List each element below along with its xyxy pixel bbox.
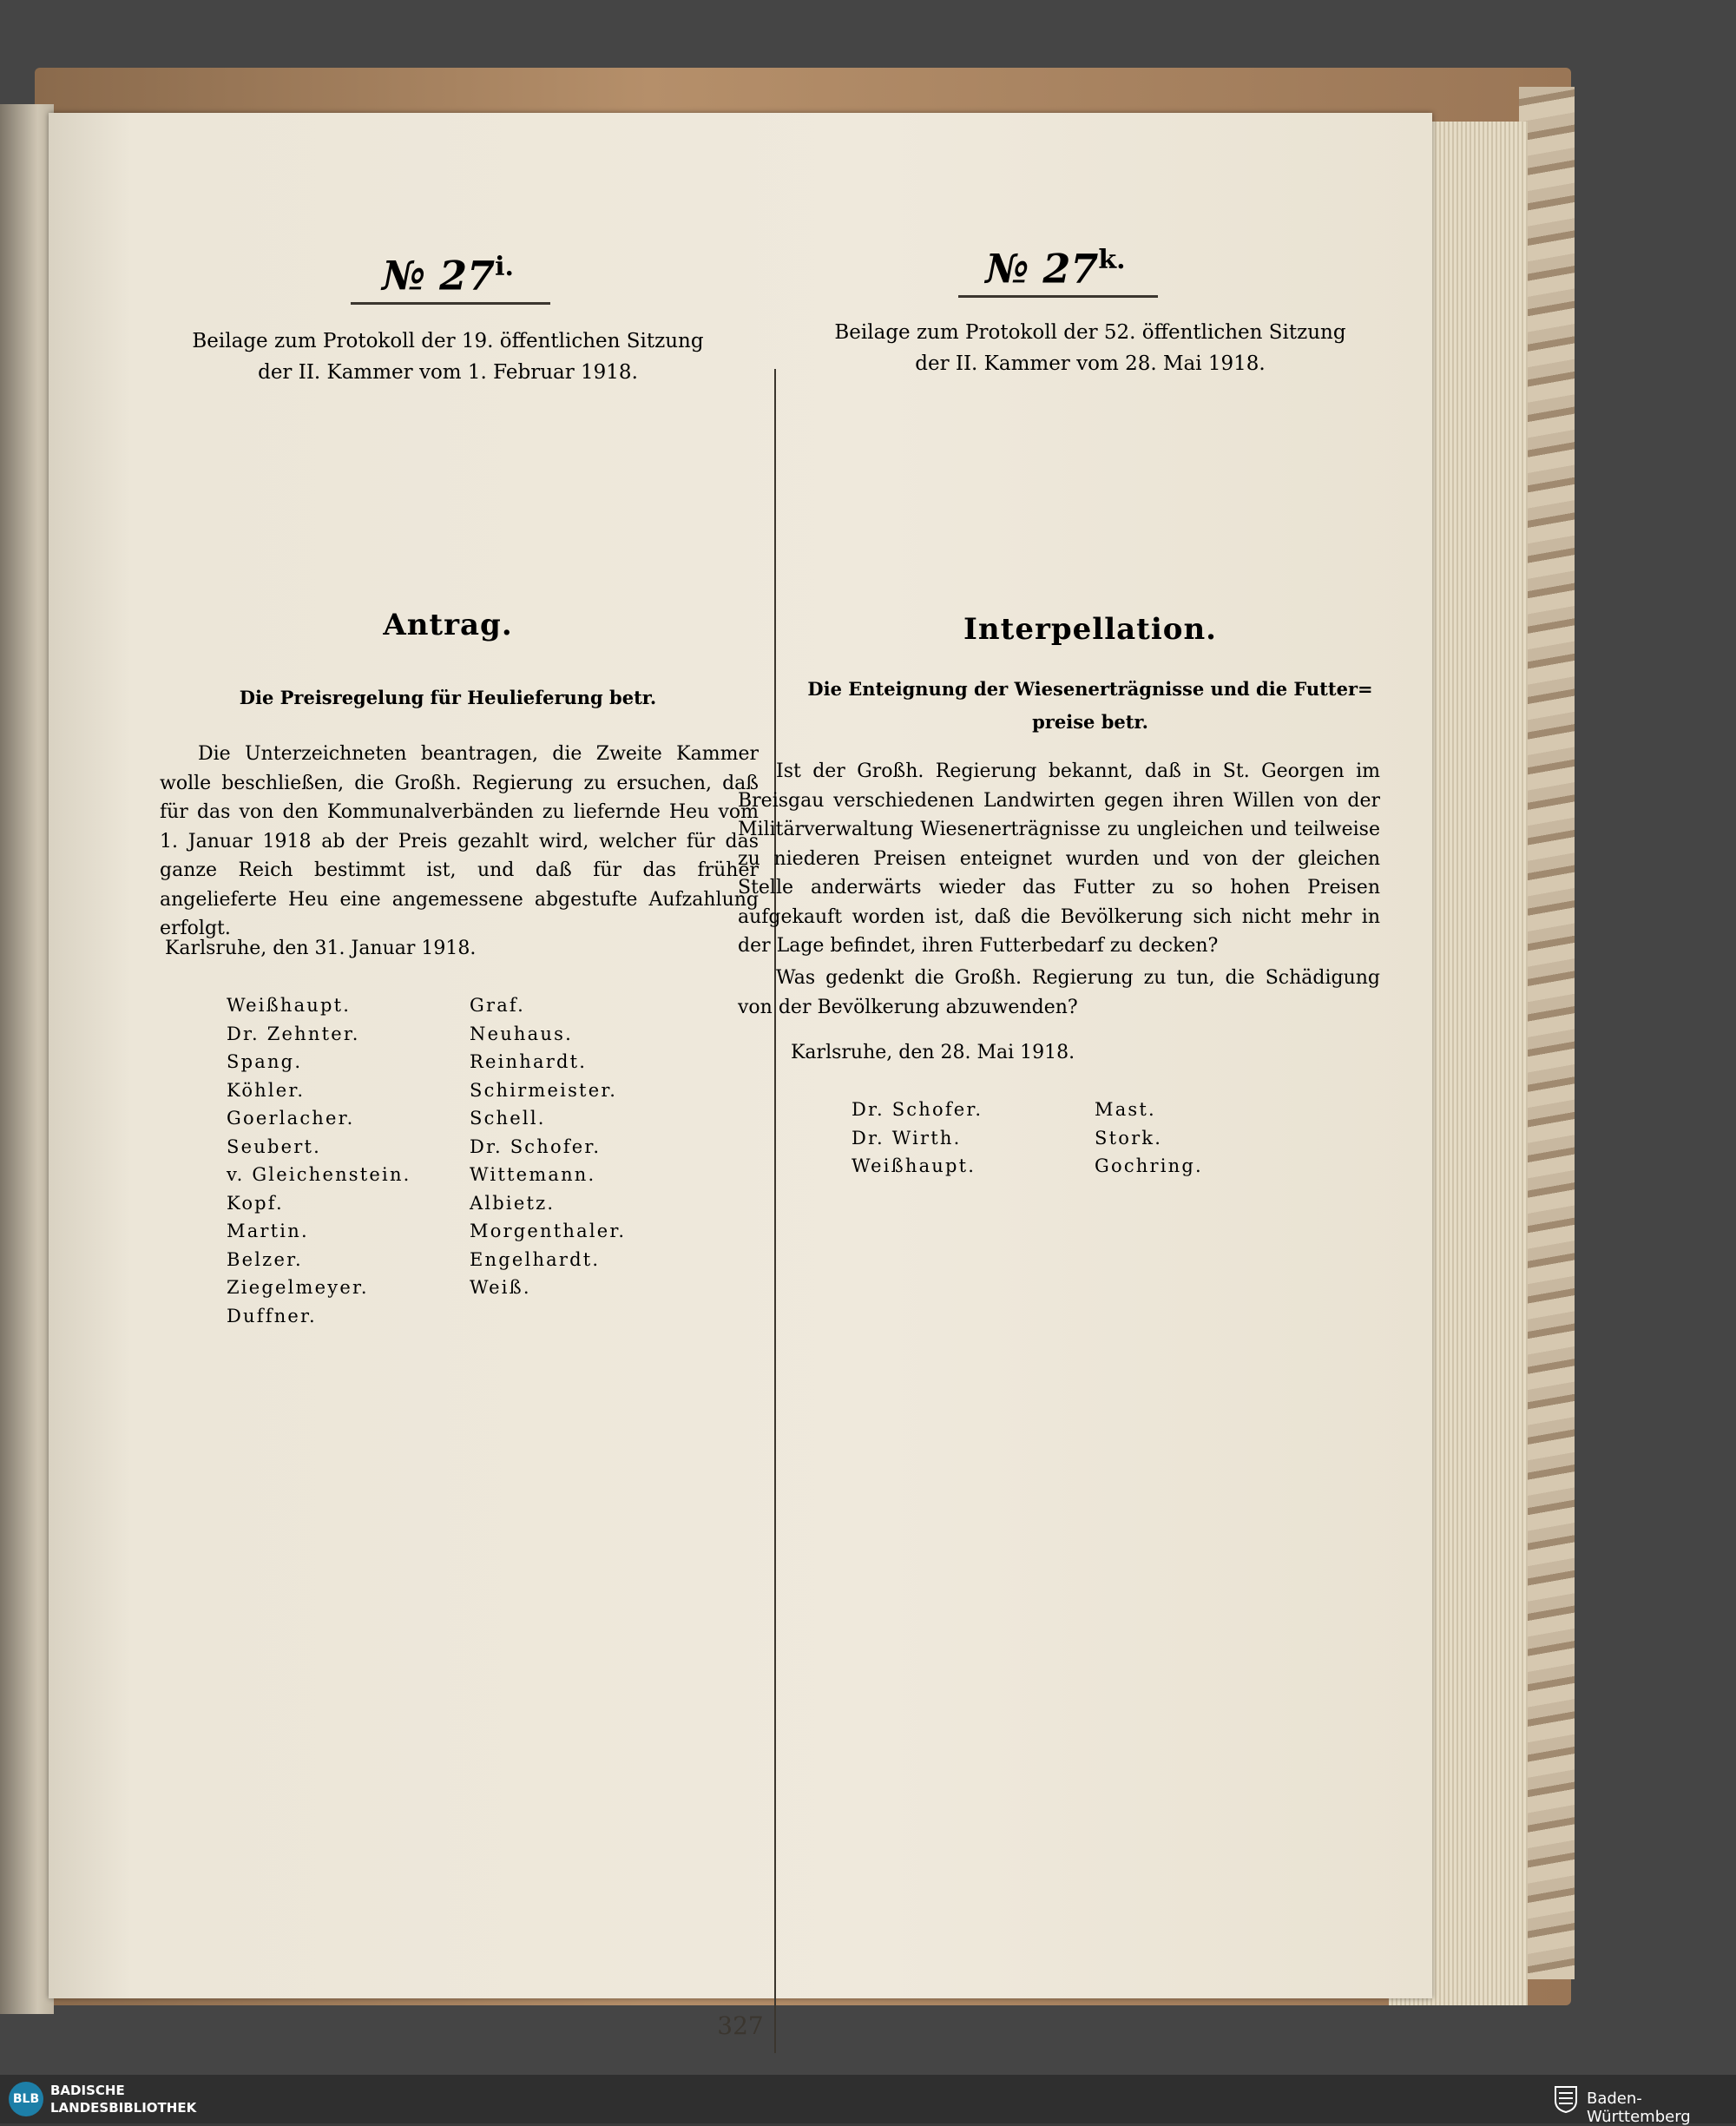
right-signatures-col1 xyxy=(852,1096,983,1181)
library-name[interactable]: BADISCHE LANDESBIBLIOTHEK xyxy=(50,2083,197,2116)
signature-name: Goerlacher. xyxy=(227,1108,355,1129)
left-body: Die Unterzeichneten beantragen, die Zweite Kammer wolle beschließen, die Großh. Regierung zu ersuchen, daß für das von den Kommunalverbänden zu liefernde Heu vom 1. Januar 1918 ab der Preis gezahlt wird, welcher für das ganze Reich bestimmt ist, und daß für das früher angelieferte Heu eine angemessene abgestufte Aufzahlung erfolgt. xyxy=(160,743,759,939)
left-signatures-col1 xyxy=(227,991,411,1330)
signature-name: Weiß. xyxy=(470,1277,531,1298)
signature-name: Reinhardt. xyxy=(470,1051,588,1072)
signature-name: Seubert. xyxy=(227,1135,321,1157)
right-heading: Interpellation. xyxy=(963,612,1217,647)
left-subtitle: Beilage zum Protokoll der 19. öffentlichen Sitzung der II. Kammer vom 1. Februar 1918. xyxy=(192,330,704,384)
signature-name: Dr. Wirth. xyxy=(852,1127,962,1149)
signature-name: Köhler. xyxy=(227,1079,306,1101)
left-heading: Antrag. xyxy=(383,608,513,642)
right-paragraph-2: Was gedenkt die Großh. Regierung zu tun, die Schädigung von der Bevölkerung abzuwenden? xyxy=(738,967,1380,1018)
signature-name: Weißhaupt. xyxy=(227,995,352,1016)
signature-name: Graf. xyxy=(470,995,526,1016)
signature-name: v. Gleichenstein. xyxy=(227,1164,411,1185)
signature-name: Morgenthaler. xyxy=(470,1221,627,1241)
state-coat-of-arms-icon xyxy=(1554,2085,1578,2113)
signature-name: Schirmeister. xyxy=(470,1079,618,1101)
signature-name: Kopf. xyxy=(227,1192,284,1214)
right-number-underline xyxy=(958,295,1158,298)
right-topic: Die Enteignung der Wiesenerträgnisse und die Futter= preise betr. xyxy=(807,678,1373,733)
right-signatures-col2 xyxy=(1095,1096,1203,1181)
left-signatures-col2 xyxy=(470,991,626,1302)
signature-name: Albietz. xyxy=(470,1192,556,1214)
left-number-underline xyxy=(351,302,550,305)
left-date: Karlsruhe, den 31. Januar 1918. xyxy=(165,938,477,959)
signature-name: Schell. xyxy=(470,1108,546,1129)
page-number: 327 xyxy=(717,2011,764,2040)
document-page xyxy=(49,113,1432,2040)
signature-name: Dr. Zehnter. xyxy=(227,1023,360,1044)
signature-name: Wittemann. xyxy=(470,1164,596,1185)
left-page-edge xyxy=(0,104,54,2014)
right-subtitle: Beilage zum Protokoll der 52. öffentlichen Sitzung der II. Kammer vom 28. Mai 1918. xyxy=(834,321,1346,375)
signature-name: Belzer. xyxy=(227,1248,303,1270)
blb-logo-icon[interactable]: BLB xyxy=(9,2082,43,2116)
state-name[interactable]: Baden-Württemberg xyxy=(1587,2090,1691,2126)
right-document-number: № $27^{k.}$ xyxy=(985,245,1126,293)
signature-name: Gochring. xyxy=(1095,1155,1203,1176)
signature-name: Stork. xyxy=(1095,1127,1163,1149)
signature-name: Engelhardt. xyxy=(470,1248,601,1270)
left-document-number: № $27^{i.}$ xyxy=(382,252,514,299)
signature-name: Weißhaupt. xyxy=(852,1155,976,1176)
right-paragraph-1: Ist der Großh. Regierung bekannt, daß in St. Georgen im Breisgau verschiedenen Landwirten gegen ihren Willen von der Militärverwaltung Wiesenerträgnisse zu ungleichen und teilweise zu niederen Preisen enteignet wurden und von der gleichen Stelle anderwärts wieder das Futter zu so hohen Preisen aufgekauft worden ist, daß die Bevölkerung sich nicht mehr in der Lage befindet, ihren Futterbedarf zu decken? xyxy=(738,760,1380,957)
right-date: Karlsruhe, den 28. Mai 1918. xyxy=(791,1042,1075,1063)
signature-name: Mast. xyxy=(1095,1099,1156,1120)
signature-name: Dr. Schofer. xyxy=(470,1135,602,1157)
left-topic: Die Preisregelung für Heulieferung betr. xyxy=(239,687,657,708)
signature-name: Duffner. xyxy=(227,1305,317,1326)
footer-bar xyxy=(0,2075,1736,2126)
signature-name: Spang. xyxy=(227,1051,303,1072)
signature-name: Neuhaus. xyxy=(470,1023,573,1044)
signature-name: Martin. xyxy=(227,1221,309,1241)
signature-name: Dr. Schofer. xyxy=(852,1099,983,1120)
signature-name: Ziegelmeyer. xyxy=(227,1277,369,1298)
